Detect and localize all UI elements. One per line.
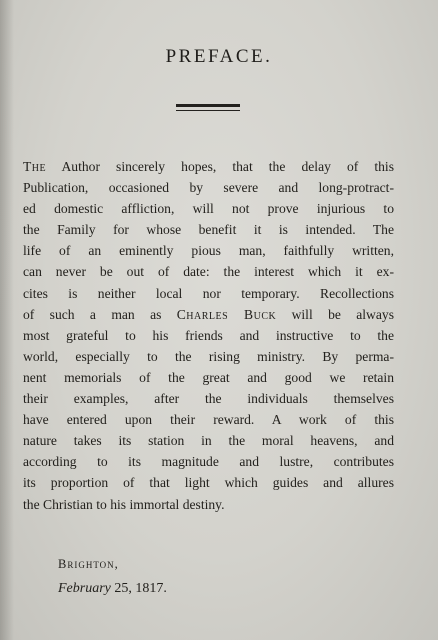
text-line: have entered upon their reward. A work of this <box>23 412 394 428</box>
preface-paragraph <box>23 156 394 515</box>
text-line: its proportion of that light which guides and allures <box>23 475 394 491</box>
page-gutter-shadow <box>0 0 14 640</box>
text-line: their examples, after the individuals themselves <box>23 391 394 407</box>
signoff-date: February 25, 1817. <box>58 581 167 596</box>
text-line: of such a man as Charles Buck will be always <box>23 306 394 322</box>
text-line: ed domestic affliction, will not prove injurious to <box>23 201 394 217</box>
text-line: nature takes its station in the moral heavens, and <box>23 433 394 449</box>
text-line: most grateful to his friends and instructive to the <box>23 327 394 343</box>
text-line: life of an eminently pious man, faithfully written, <box>23 243 394 259</box>
text-line: world, especially to the rising ministry. By perma- <box>23 348 394 364</box>
title-rule-thin <box>176 110 240 111</box>
text-line: The Author sincerely hopes, that the delay of this <box>23 159 394 174</box>
text-line: the Family for whose benefit it is intended. The <box>23 222 394 238</box>
text-line: can never be out of date: the interest which it ex- <box>23 264 394 280</box>
page-title: PREFACE. <box>165 46 273 67</box>
text-line: cites is neither local nor temporary. Recollections <box>23 285 394 301</box>
opening-word: The <box>23 159 47 174</box>
title-rule-thick <box>176 104 240 107</box>
text-line: nent memorials of the great and good we retain <box>23 369 394 385</box>
text-line: Publication, occasioned by severe and long-protract- <box>23 180 394 196</box>
signoff-place: Brighton, <box>58 557 119 571</box>
text-line: the Christian to his immortal destiny. <box>23 496 225 512</box>
person-name: Charles Buck <box>176 306 277 322</box>
text-line: according to its magnitude and lustre, contributes <box>23 454 394 470</box>
